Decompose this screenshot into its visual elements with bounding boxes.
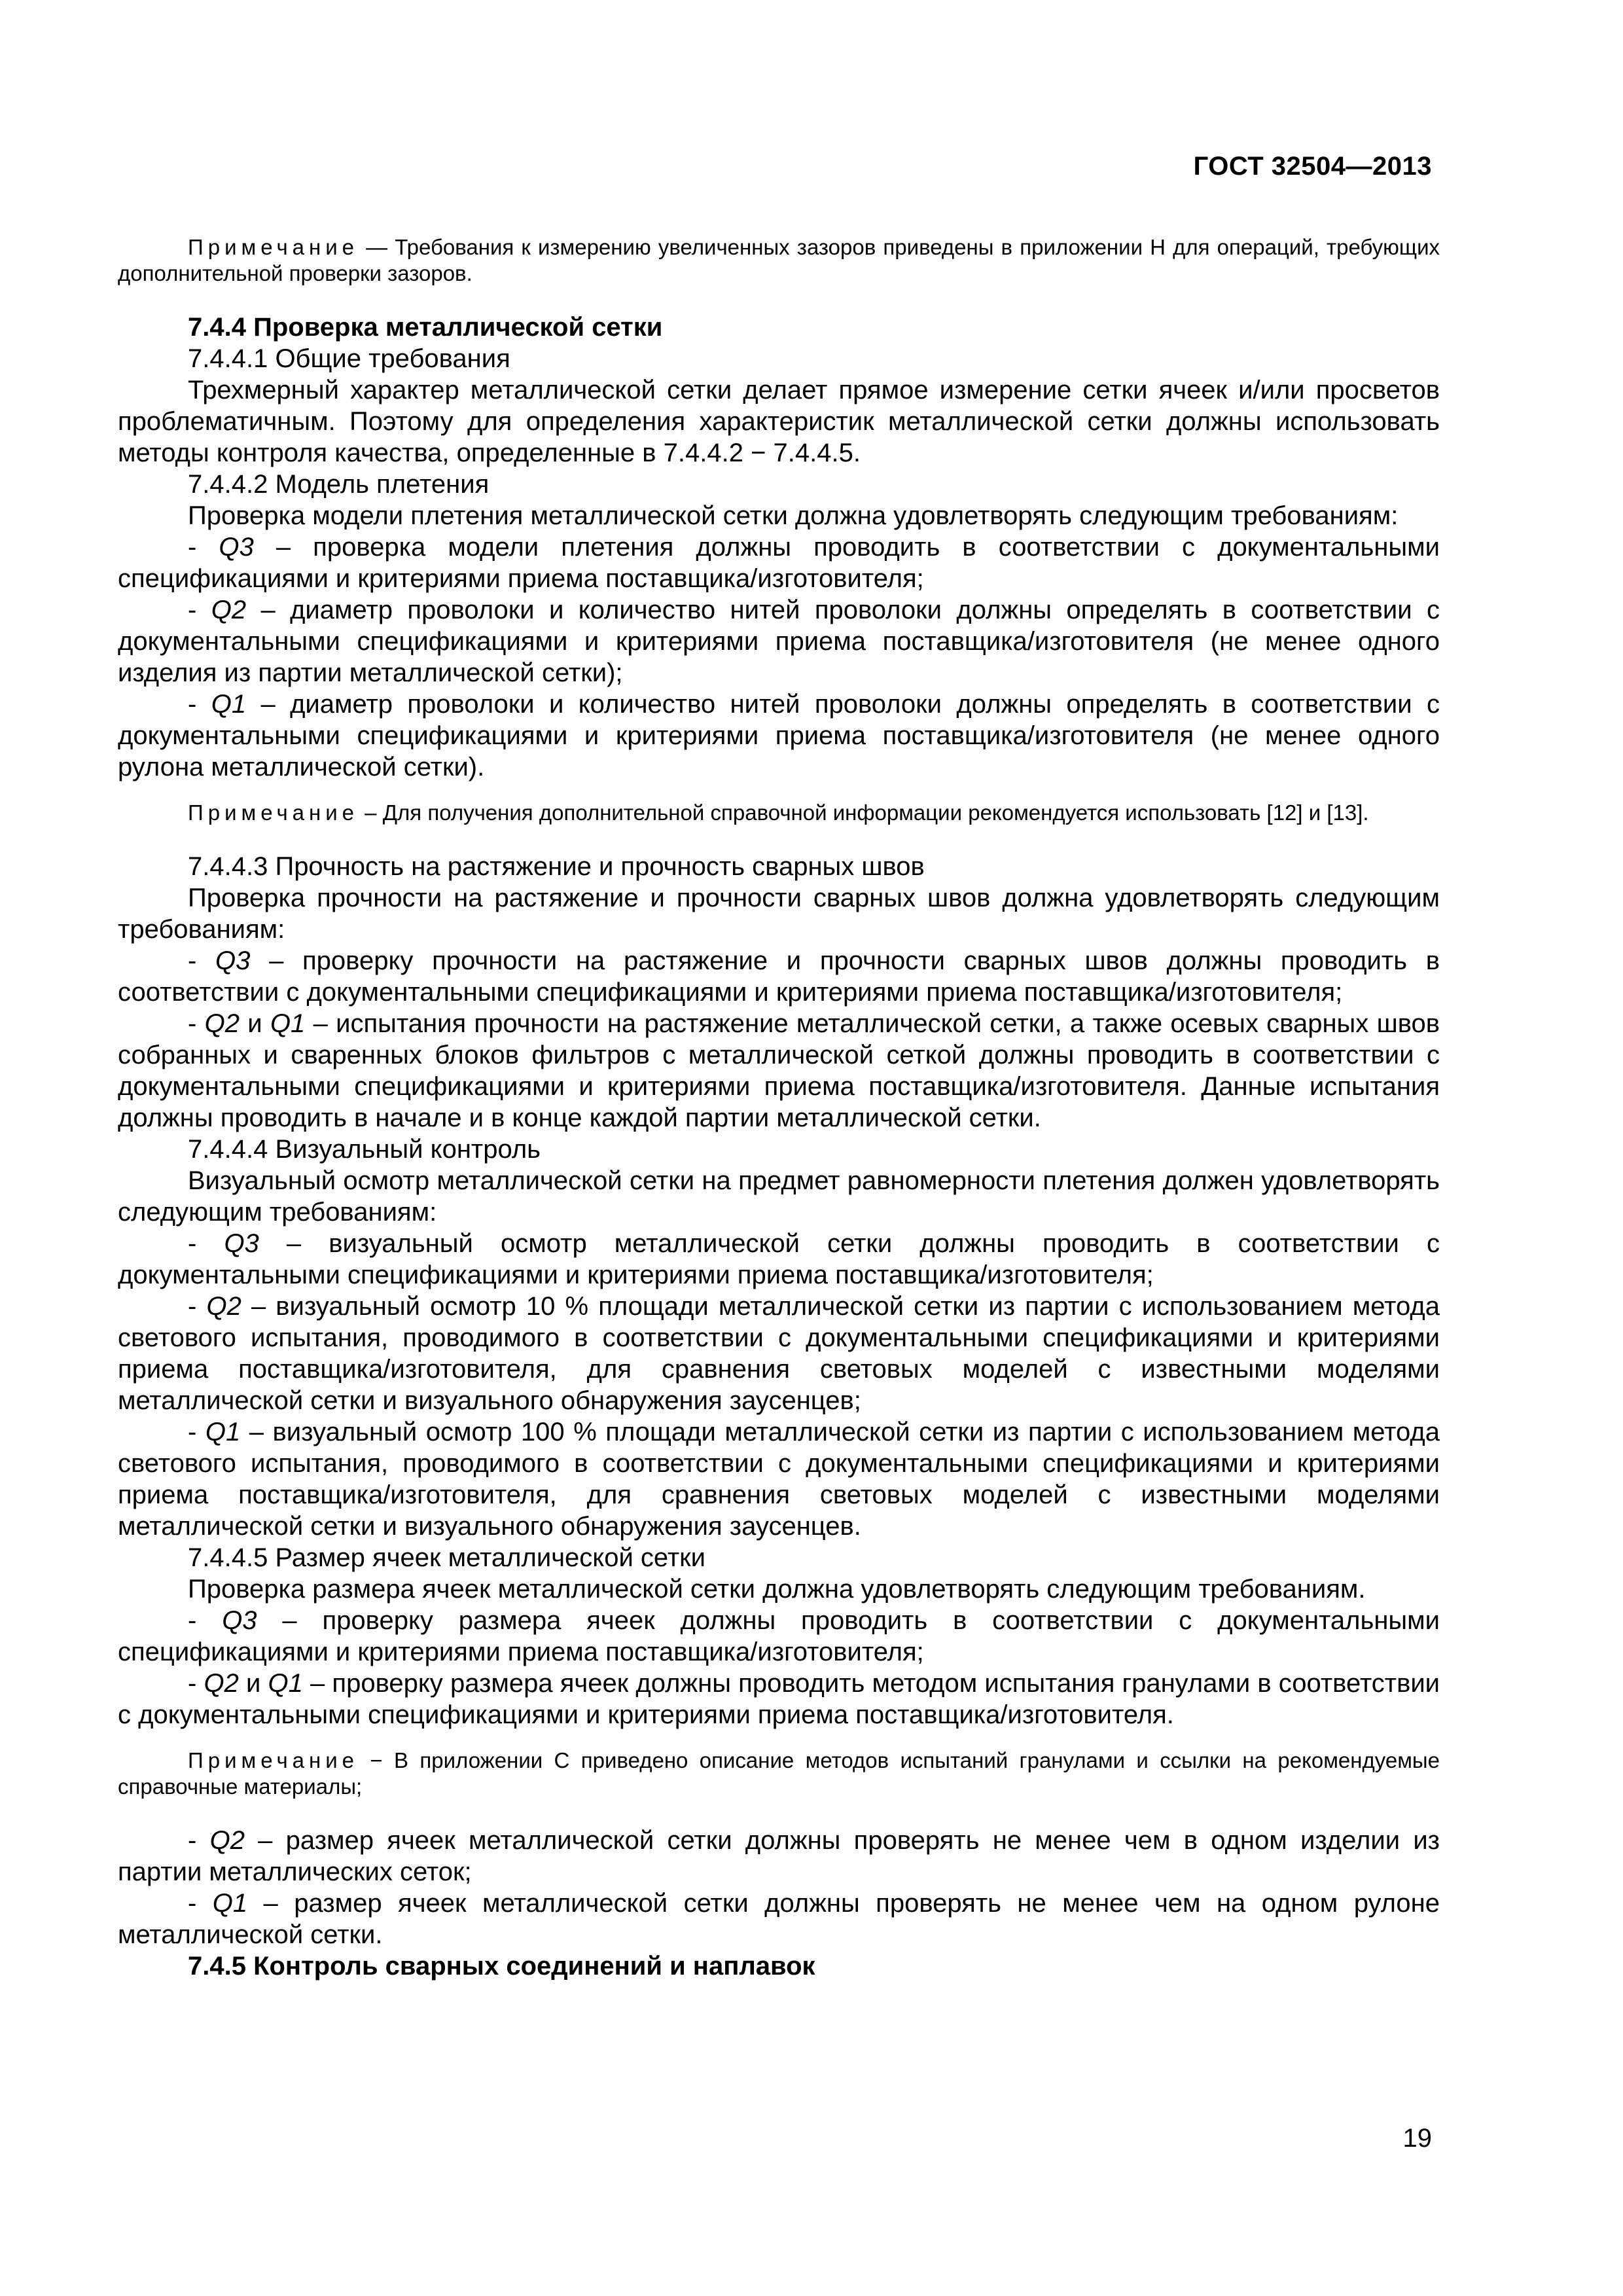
list-item-text: – проверку прочности на растяжение и прочности сварных швов должны проводить в соответствии с документальными спецификациями и критериями приема поставщика/изготовителя; — [118, 946, 1440, 1007]
quality-code: Q1 — [205, 1418, 241, 1446]
quality-code: Q2 — [206, 1292, 241, 1321]
quality-code: Q1 — [212, 1889, 248, 1918]
list-item-tensile-q3: - Q3 – проверку прочности на растяжение и прочности сварных швов должны проводить в соответствии с документальными спецификациями и критериями приема поставщика/изготовителя; — [118, 946, 1440, 1007]
list-item-text: – проверку размера ячеек должны проводить в соответствии с документальными спецификациями и критериями приема поставщика/изготовителя; — [118, 1606, 1440, 1666]
note-references — [118, 800, 1440, 826]
quality-code: Q1 — [270, 1009, 306, 1038]
note-text: — Требования к измерению увеличенных зазоров приведены в приложении Н для операций, требующих дополнительной проверки зазоров. — [118, 235, 1440, 285]
quality-code: Q3 — [224, 1229, 259, 1258]
list-item-text: – диаметр проволоки и количество нитей проволоки должны определять в соответствии с документальными спецификациями и критериями приема поставщика/изготовителя (не менее одного изделия из партии металлической сетки); — [118, 596, 1440, 687]
paragraph-mesh-size-intro: Проверка размера ячеек металлической сетки должна удовлетворять следующим требованиям. — [188, 1575, 1366, 1604]
list-item-mesh-q2-q1: - Q2 и Q1 – проверку размера ячеек должны проводить методом испытания гранулами в соответствии с документальными спецификациями и критериями приема поставщика/изготовителя. — [118, 1669, 1440, 1729]
quality-code: Q2 — [204, 1009, 240, 1038]
list-item-text: – размер ячеек металлической сетки должны проверять не менее чем на одном рулоне металлической сетки. — [118, 1889, 1440, 1949]
document-code: ГОСТ 32504—2013 — [1193, 152, 1432, 181]
subsection-title-7-4-4-2: 7.4.4.2 Модель плетения — [188, 470, 490, 499]
quality-code: Q1 — [211, 690, 247, 719]
subsection-title-7-4-4-4: 7.4.4.4 Визуальный контроль — [188, 1135, 541, 1164]
list-item-visual-q2: - Q2 – визуальный осмотр 10 % площади металлической сетки из партии с использованием метода светового испытания, проводимого в соответствии с документальными спецификациями и критериями приема поставщика/изготовителя, для сравнения световых моделей с известными моделями металлической сетки и визуального обнаружения заусенцев; — [118, 1292, 1440, 1415]
quality-code: Q3 — [215, 946, 251, 975]
quality-code: Q2 — [209, 1826, 245, 1855]
paragraph-general-requirements: Трехмерный характер металлической сетки делает прямое измерение сетки ячеек и/или просветов проблематичным. Поэтому для определения характеристик металлической сетки должны использовать методы контроля качества, определенные в 7.4.4.2 − 7.4.4.5. — [118, 376, 1440, 467]
quality-code: Q3 — [222, 1606, 257, 1635]
note-label: Примечание — [188, 800, 359, 825]
page-number: 19 — [1402, 2124, 1432, 2153]
note-text: – Для получения дополнительной справочной информации рекомендуется использовать [12] и [13]. — [359, 800, 1369, 825]
list-item-text: – испытания прочности на растяжение металлической сетки, а также осевых сварных швов собранных и сваренных блоков фильтров с металлической сеткой должны проводить в соответствии с документальными спецификациями и критериями приема поставщика/изготовителя. Данные испытания должны проводить в начале и в конце каждой партии металлической сетки. — [118, 1009, 1440, 1132]
list-item-mesh-q1b: - Q1 – размер ячеек металлической сетки должны проверять не менее чем на одном рулоне металлической сетки. — [118, 1889, 1440, 1949]
quality-code: Q1 — [268, 1669, 303, 1698]
note-label: Примечание — [188, 235, 359, 259]
note-label: Примечание — [188, 1748, 359, 1772]
list-item-weave-q2: - Q2 – диаметр проволоки и количество нитей проволоки должны определять в соответствии с документальными спецификациями и критериями приема поставщика/изготовителя (не менее одного изделия из партии металлической сетки); — [118, 596, 1440, 687]
note-gaps — [118, 234, 1440, 287]
section-title-7-4-4: 7.4.4 Проверка металлической сетки — [188, 313, 663, 342]
list-item-text: – диаметр проволоки и количество нитей проволоки должны определять в соответствии с документальными спецификациями и критериями приема поставщика/изготовителя (не менее одного рулона металлической сетки). — [118, 690, 1440, 781]
list-item-text: – визуальный осмотр 10 % площади металлической сетки из партии с использованием метода светового испытания, проводимого в соответствии с документальными спецификациями и критериями приема поставщика/изготовителя, для сравнения световых моделей с известными моделями металлической сетки и визуального обнаружения заусенцев; — [118, 1292, 1440, 1415]
section-title-7-4-5: 7.4.5 Контроль сварных соединений и наплавок — [188, 1952, 815, 1981]
subsection-title-7-4-4-5: 7.4.4.5 Размер ячеек металлической сетки — [188, 1543, 706, 1572]
paragraph-visual-intro: Визуальный осмотр металлической сетки на предмет равномерности плетения должен удовлетворять следующим требованиям: — [118, 1166, 1440, 1227]
quality-code: Q3 — [219, 533, 254, 562]
paragraph-tensile-intro: Проверка прочности на растяжение и прочности сварных швов должна удовлетворять следующим требованиям: — [118, 884, 1440, 944]
list-item-text: – проверка модели плетения должны проводить в соответствии с документальными спецификациями и критериями приема поставщика/изготовителя; — [118, 533, 1440, 593]
list-item-text: – визуальный осмотр 100 % площади металлической сетки из партии с использованием метода светового испытания, проводимого в соответствии с документальными спецификациями и критериями приема поставщика/изготовителя, для сравнения световых моделей с известными моделями металлической сетки и визуального обнаружения заусенцев. — [118, 1418, 1440, 1541]
list-item-text: – размер ячеек металлической сетки должны проверять не менее чем в одном изделии из партии металлических сеток; — [118, 1826, 1440, 1886]
list-item-text: – проверку размера ячеек должны проводить методом испытания гранулами в соответствии с документальными спецификациями и критериями приема поставщика/изготовителя. — [118, 1669, 1440, 1729]
list-item-weave-q1: - Q1 – диаметр проволоки и количество нитей проволоки должны определять в соответствии с документальными спецификациями и критериями приема поставщика/изготовителя (не менее одного рулона металлической сетки). — [118, 690, 1440, 781]
list-item-visual-q3: - Q3 – визуальный осмотр металлической сетки должны проводить в соответствии с документальными спецификациями и критериями приема поставщика/изготовителя; — [118, 1229, 1440, 1289]
note-text: − В приложении С приведено описание методов испытаний гранулами и ссылки на рекомендуемые справочные материалы; — [118, 1748, 1440, 1799]
subsection-title-7-4-4-3: 7.4.4.3 Прочность на растяжение и прочность сварных швов — [188, 852, 925, 881]
quality-code: Q2 — [211, 596, 247, 624]
subsection-title-7-4-4-1: 7.4.4.1 Общие требования — [188, 344, 510, 373]
list-item-visual-q1: - Q1 – визуальный осмотр 100 % площади металлической сетки из партии с использованием метода светового испытания, проводимого в соответствии с документальными спецификациями и критериями приема поставщика/изготовителя, для сравнения световых моделей с известными моделями металлической сетки и визуального обнаружения заусенцев. — [118, 1418, 1440, 1541]
list-item-mesh-q3: - Q3 – проверку размера ячеек должны проводить в соответствии с документальными спецификациями и критериями приема поставщика/изготовителя; — [118, 1606, 1440, 1666]
list-item-tensile-q2-q1: - Q2 и Q1 – испытания прочности на растяжение металлической сетки, а также осевых сварных швов собранных и сваренных блоков фильтров с металлической сеткой должны проводить в соответствии с документальными спецификациями и критериями приема поставщика/изготовителя. Данные испытания должны проводить в начале и в конце каждой партии металлической сетки. — [118, 1009, 1440, 1132]
list-item-mesh-q2b: - Q2 – размер ячеек металлической сетки должны проверять не менее чем в одном изделии из партии металлических сеток; — [118, 1826, 1440, 1886]
list-item-text: – визуальный осмотр металлической сетки должны проводить в соответствии с документальными спецификациями и критериями приема поставщика/изготовителя; — [118, 1229, 1440, 1289]
paragraph-weave-intro: Проверка модели плетения металлической сетки должна удовлетворять следующим требованиям: — [188, 501, 1399, 530]
page-body — [118, 0, 1440, 1982]
list-item-weave-q3: - Q3 – проверка модели плетения должны проводить в соответствии с документальными спецификациями и критериями приема поставщика/изготовителя; — [118, 533, 1440, 593]
note-granules — [118, 1748, 1440, 1800]
quality-code: Q2 — [204, 1669, 239, 1698]
